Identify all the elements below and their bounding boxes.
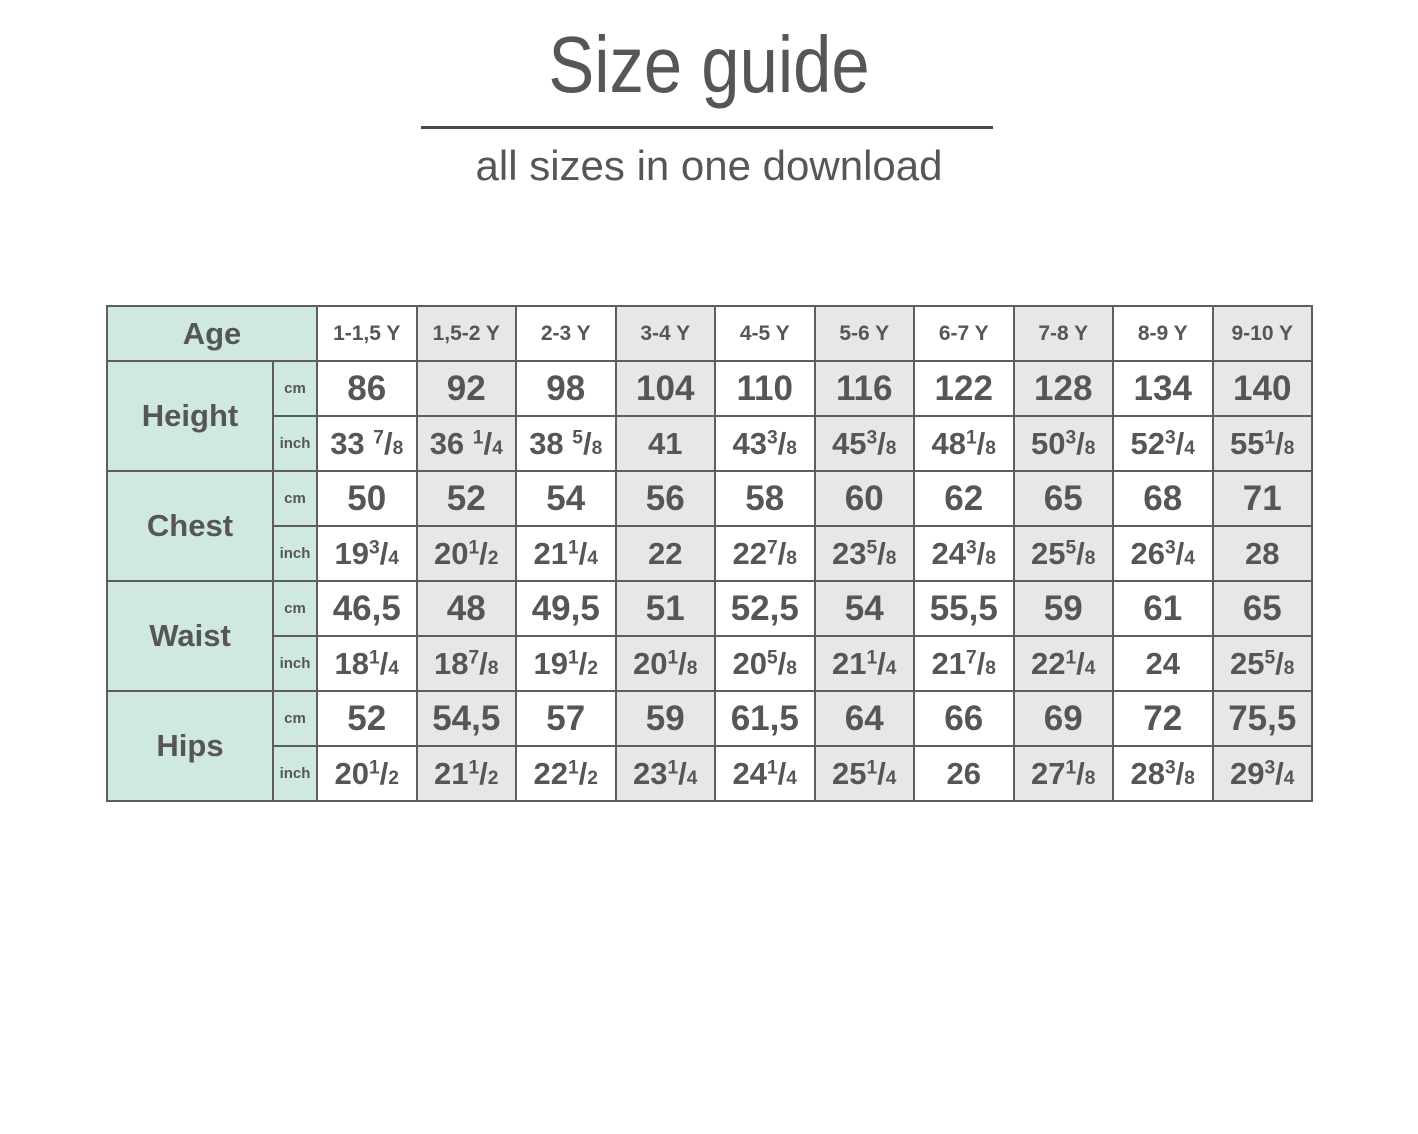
fraction-numerator: 1 [368, 646, 380, 668]
fraction-slash: / [578, 645, 588, 681]
fraction-numerator: 3 [1065, 426, 1077, 448]
fraction-slash: / [383, 425, 393, 461]
fraction-slash: / [483, 425, 493, 461]
fraction-numerator: 3 [1264, 756, 1276, 778]
hips-cm-row [107, 691, 1312, 746]
fraction-denominator: 4 [885, 767, 897, 789]
fraction-numerator: 3 [1164, 536, 1176, 558]
height-cm-cell: 110 [715, 361, 815, 416]
age-header-cell: 7-8 Y [1014, 306, 1114, 361]
hips-inch-cell [1113, 746, 1213, 801]
height-cm-cell: 104 [616, 361, 716, 416]
height-label: Height [107, 361, 273, 471]
inch-whole-number: 33 [330, 425, 374, 461]
fraction-slash: / [777, 535, 787, 571]
unit-label-cm: cm [273, 361, 317, 416]
fraction-numerator: 3 [1164, 426, 1176, 448]
fraction-denominator: 8 [786, 437, 797, 459]
chest-inch-cell [616, 526, 716, 581]
height-inch-cell [1113, 416, 1213, 471]
inch-whole-number: 21 [931, 645, 966, 681]
fraction-slash: / [1076, 425, 1085, 461]
fraction-slash: / [976, 425, 986, 461]
fraction-numerator: 3 [866, 426, 878, 448]
inch-whole-number: 41 [648, 425, 683, 461]
fraction-slash: / [1275, 425, 1284, 461]
fraction-slash: / [1076, 535, 1085, 571]
inch-whole-number: 43 [732, 425, 767, 461]
inch-whole-number: 20 [732, 645, 767, 681]
fraction-numerator: 3 [965, 536, 977, 558]
fraction-denominator: 8 [392, 437, 404, 459]
fraction-slash: / [976, 645, 986, 681]
waist-inch-cell [1014, 636, 1114, 691]
hips-cm-cell: 66 [914, 691, 1014, 746]
chest-cm-cell: 71 [1213, 471, 1313, 526]
chest-cm-cell: 60 [815, 471, 915, 526]
hips-inch-cell [616, 746, 716, 801]
height-inch-cell [914, 416, 1014, 471]
inch-whole-number: 50 [1031, 425, 1066, 461]
inch-whole-number: 55 [1230, 425, 1265, 461]
hips-cm-cell: 52 [317, 691, 417, 746]
fraction-numerator: 1 [766, 756, 778, 778]
fraction-numerator: 1 [866, 756, 878, 778]
age-header-cell: 2-3 Y [516, 306, 616, 361]
height-cm-cell: 134 [1113, 361, 1213, 416]
hips-inch-cell [815, 746, 915, 801]
inch-whole-number: 24 [931, 535, 966, 571]
inch-whole-number: 19 [533, 645, 568, 681]
fraction-numerator: 1 [1264, 426, 1276, 448]
fraction-numerator: 1 [667, 756, 679, 778]
fraction-numerator: 1 [472, 426, 484, 448]
fraction-numerator: 1 [567, 756, 579, 778]
chest-cm-cell: 56 [616, 471, 716, 526]
inch-whole-number: 52 [1130, 425, 1165, 461]
fraction-denominator: 2 [587, 657, 598, 679]
inch-whole-number: 20 [434, 535, 469, 571]
hips-cm-cell: 57 [516, 691, 616, 746]
fraction-slash: / [877, 535, 886, 571]
inch-whole-number: 20 [334, 755, 369, 791]
fraction-numerator: 5 [766, 646, 778, 668]
fraction-slash: / [479, 755, 488, 791]
age-header-cell: 5-6 Y [815, 306, 915, 361]
age-header-cell: 1,5-2 Y [417, 306, 517, 361]
fraction-denominator: 8 [686, 657, 698, 679]
height-cm-cell: 122 [914, 361, 1014, 416]
fraction-slash: / [1076, 755, 1085, 791]
fraction-denominator: 8 [1283, 657, 1295, 679]
inch-whole-number: 29 [1230, 755, 1265, 791]
fraction-slash: / [777, 425, 787, 461]
unit-label-cm: cm [273, 471, 317, 526]
fraction-denominator: 8 [591, 437, 603, 459]
age-header-cell: 6-7 Y [914, 306, 1014, 361]
age-label: Age [107, 306, 317, 361]
fraction-slash: / [578, 535, 588, 571]
fraction-numerator: 1 [468, 756, 480, 778]
page-title: Size guide [548, 20, 870, 109]
inch-whole-number: 38 [529, 425, 573, 461]
fraction-slash: / [877, 755, 886, 791]
fraction-slash: / [1275, 645, 1284, 681]
fraction-numerator: 7 [766, 536, 778, 558]
inch-whole-number: 36 [429, 425, 473, 461]
waist-cm-cell: 51 [616, 581, 716, 636]
inch-whole-number: 26 [1130, 535, 1165, 571]
height-cm-cell: 98 [516, 361, 616, 416]
waist-cm-cell: 48 [417, 581, 517, 636]
fraction-denominator: 8 [1084, 437, 1096, 459]
chest-inch-cell [715, 526, 815, 581]
fraction-numerator: 5 [572, 426, 583, 448]
height-cm-cell: 116 [815, 361, 915, 416]
unit-label-cm: cm [273, 581, 317, 636]
hips-inch-cell [1213, 746, 1313, 801]
chest-label: Chest [107, 471, 273, 581]
fraction-denominator: 4 [1184, 437, 1195, 459]
fraction-slash: / [877, 645, 886, 681]
chest-inch-cell [1213, 526, 1313, 581]
fraction-denominator: 4 [885, 657, 897, 679]
chest-cm-cell: 68 [1113, 471, 1213, 526]
chest-inch-cell [914, 526, 1014, 581]
waist-inch-cell [417, 636, 517, 691]
waist-cm-cell: 49,5 [516, 581, 616, 636]
age-row [107, 306, 1312, 361]
inch-whole-number: 45 [832, 425, 867, 461]
waist-inch-cell [317, 636, 417, 691]
waist-label: Waist [107, 581, 273, 691]
fraction-numerator: 1 [1065, 646, 1077, 668]
fraction-numerator: 1 [567, 536, 579, 558]
unit-label-inch: inch [273, 526, 317, 581]
chest-cm-cell: 62 [914, 471, 1014, 526]
chest-inch-row [107, 526, 1312, 581]
waist-inch-cell [1213, 636, 1313, 691]
fraction-denominator: 8 [786, 547, 797, 569]
fraction-denominator: 2 [487, 767, 499, 789]
fraction-slash: / [678, 755, 687, 791]
fraction-slash: / [379, 755, 389, 791]
waist-cm-cell: 55,5 [914, 581, 1014, 636]
fraction-slash: / [976, 535, 986, 571]
chest-cm-cell: 65 [1014, 471, 1114, 526]
chest-inch-cell [417, 526, 517, 581]
fraction-denominator: 8 [1084, 547, 1096, 569]
inch-whole-number: 22 [732, 535, 767, 571]
inch-whole-number: 21 [832, 645, 867, 681]
fraction-slash: / [1175, 755, 1185, 791]
unit-label-cm: cm [273, 691, 317, 746]
fraction-denominator: 8 [885, 437, 897, 459]
chest-cm-row [107, 471, 1312, 526]
chest-inch-cell [1113, 526, 1213, 581]
waist-cm-cell: 54 [815, 581, 915, 636]
waist-cm-cell: 59 [1014, 581, 1114, 636]
fraction-numerator: 5 [866, 536, 878, 558]
hips-inch-cell [417, 746, 517, 801]
age-header-cell: 4-5 Y [715, 306, 815, 361]
fraction-numerator: 7 [965, 646, 977, 668]
inch-whole-number: 22 [533, 755, 568, 791]
fraction-slash: / [1175, 535, 1185, 571]
inch-whole-number: 20 [633, 645, 668, 681]
inch-whole-number: 21 [434, 755, 469, 791]
height-cm-cell: 92 [417, 361, 517, 416]
inch-whole-number: 18 [334, 645, 369, 681]
height-inch-cell [815, 416, 915, 471]
fraction-numerator: 1 [965, 426, 977, 448]
inch-whole-number: 22 [648, 535, 683, 571]
fraction-numerator: 5 [1065, 536, 1077, 558]
inch-whole-number: 21 [533, 535, 568, 571]
inch-whole-number: 25 [1230, 645, 1265, 681]
fraction-denominator: 2 [388, 767, 399, 789]
chest-cm-cell: 50 [317, 471, 417, 526]
waist-cm-cell: 52,5 [715, 581, 815, 636]
hips-inch-row [107, 746, 1312, 801]
fraction-denominator: 8 [885, 547, 897, 569]
fraction-numerator: 3 [368, 536, 380, 558]
fraction-denominator: 8 [985, 657, 996, 679]
fraction-denominator: 8 [487, 657, 499, 679]
hips-cm-cell: 64 [815, 691, 915, 746]
fraction-numerator: 5 [1264, 646, 1276, 668]
hips-inch-cell [715, 746, 815, 801]
inch-whole-number: 23 [633, 755, 668, 791]
inch-whole-number: 48 [931, 425, 966, 461]
height-inch-cell [516, 416, 616, 471]
fraction-denominator: 4 [587, 547, 598, 569]
age-header-cell: 8-9 Y [1113, 306, 1213, 361]
inch-whole-number: 27 [1031, 755, 1066, 791]
chest-inch-cell [1014, 526, 1114, 581]
chest-cm-cell: 52 [417, 471, 517, 526]
size-table [106, 305, 1313, 802]
chest-inch-cell [516, 526, 616, 581]
fraction-numerator: 3 [766, 426, 778, 448]
fraction-slash: / [379, 535, 389, 571]
hips-cm-cell: 61,5 [715, 691, 815, 746]
fraction-slash: / [479, 535, 488, 571]
waist-inch-cell [516, 636, 616, 691]
fraction-numerator: 3 [1164, 756, 1176, 778]
height-cm-row [107, 361, 1312, 416]
inch-whole-number: 19 [334, 535, 369, 571]
fraction-denominator: 8 [1184, 767, 1195, 789]
waist-cm-cell: 61 [1113, 581, 1213, 636]
hips-cm-cell: 75,5 [1213, 691, 1313, 746]
inch-whole-number: 28 [1245, 535, 1280, 571]
inch-whole-number: 18 [434, 645, 469, 681]
page-subtitle: all sizes in one download [475, 142, 943, 189]
fraction-denominator: 4 [1084, 657, 1096, 679]
chest-inch-cell [815, 526, 915, 581]
waist-cm-row [107, 581, 1312, 636]
fraction-slash: / [1275, 755, 1284, 791]
fraction-denominator: 4 [388, 547, 399, 569]
fraction-denominator: 8 [985, 547, 996, 569]
height-inch-cell [1014, 416, 1114, 471]
waist-inch-cell [715, 636, 815, 691]
fraction-numerator: 7 [373, 426, 384, 448]
hips-inch-cell [516, 746, 616, 801]
fraction-slash: / [777, 645, 787, 681]
inch-whole-number: 24 [1145, 645, 1180, 681]
age-header-cell: 3-4 Y [616, 306, 716, 361]
hips-inch-cell [317, 746, 417, 801]
inch-whole-number: 23 [832, 535, 867, 571]
fraction-denominator: 2 [587, 767, 598, 789]
inch-whole-number: 24 [732, 755, 767, 791]
fraction-denominator: 2 [487, 547, 499, 569]
inch-whole-number: 25 [1031, 535, 1066, 571]
height-cm-cell: 128 [1014, 361, 1114, 416]
fraction-slash: / [379, 645, 389, 681]
age-header-cell: 1-1,5 Y [317, 306, 417, 361]
height-inch-cell [1213, 416, 1313, 471]
height-inch-cell [317, 416, 417, 471]
unit-label-inch: inch [273, 636, 317, 691]
fraction-slash: / [1175, 425, 1185, 461]
fraction-slash: / [777, 755, 787, 791]
hips-inch-cell [1014, 746, 1114, 801]
fraction-slash: / [582, 425, 592, 461]
inch-whole-number: 25 [832, 755, 867, 791]
fraction-slash: / [578, 755, 588, 791]
hips-cm-cell: 69 [1014, 691, 1114, 746]
fraction-denominator: 8 [1283, 437, 1295, 459]
fraction-slash: / [678, 645, 687, 681]
fraction-slash: / [479, 645, 488, 681]
fraction-numerator: 1 [667, 646, 679, 668]
height-inch-cell [715, 416, 815, 471]
fraction-denominator: 4 [686, 767, 698, 789]
waist-inch-row [107, 636, 1312, 691]
fraction-numerator: 1 [866, 646, 878, 668]
inch-whole-number: 22 [1031, 645, 1066, 681]
hips-label: Hips [107, 691, 273, 801]
fraction-denominator: 8 [985, 437, 996, 459]
fraction-denominator: 4 [492, 437, 503, 459]
inch-whole-number: 28 [1130, 755, 1165, 791]
fraction-slash: / [1076, 645, 1085, 681]
fraction-numerator: 1 [468, 536, 480, 558]
hips-cm-cell: 72 [1113, 691, 1213, 746]
fraction-denominator: 4 [1184, 547, 1195, 569]
chest-cm-cell: 54 [516, 471, 616, 526]
waist-inch-cell [616, 636, 716, 691]
waist-inch-cell [914, 636, 1014, 691]
fraction-slash: / [877, 425, 886, 461]
fraction-denominator: 4 [388, 657, 399, 679]
fraction-denominator: 4 [1283, 767, 1295, 789]
fraction-denominator: 8 [1084, 767, 1096, 789]
fraction-denominator: 4 [786, 767, 797, 789]
chest-cm-cell: 58 [715, 471, 815, 526]
hips-inch-cell [914, 746, 1014, 801]
fraction-numerator: 1 [368, 756, 380, 778]
unit-label-inch: inch [273, 416, 317, 471]
title-divider [421, 126, 993, 129]
age-header-cell: 9-10 Y [1213, 306, 1313, 361]
height-cm-cell: 140 [1213, 361, 1313, 416]
fraction-numerator: 1 [1065, 756, 1077, 778]
height-inch-row [107, 416, 1312, 471]
hips-cm-cell: 54,5 [417, 691, 517, 746]
fraction-denominator: 8 [786, 657, 797, 679]
inch-whole-number: 26 [946, 755, 981, 791]
height-inch-cell [417, 416, 517, 471]
height-cm-cell: 86 [317, 361, 417, 416]
waist-cm-cell: 65 [1213, 581, 1313, 636]
waist-cm-cell: 46,5 [317, 581, 417, 636]
height-inch-cell [616, 416, 716, 471]
waist-inch-cell [1113, 636, 1213, 691]
fraction-numerator: 7 [468, 646, 480, 668]
fraction-numerator: 1 [567, 646, 579, 668]
waist-inch-cell [815, 636, 915, 691]
unit-label-inch: inch [273, 746, 317, 801]
hips-cm-cell: 59 [616, 691, 716, 746]
chest-inch-cell [317, 526, 417, 581]
